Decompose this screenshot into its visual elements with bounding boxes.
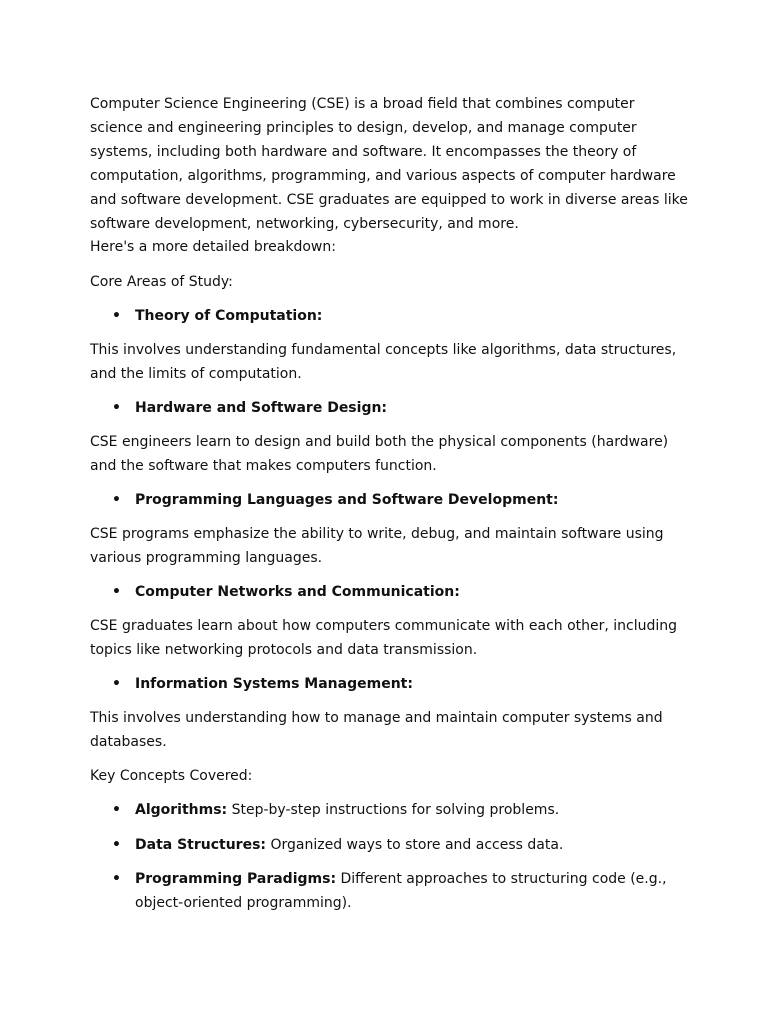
core-area-title: Hardware and Software Design:	[135, 400, 388, 416]
core-area-title: Information Systems Management:	[135, 676, 413, 692]
intro-paragraph: Computer Science Engineering (CSE) is a broad field that combines computer science and engineering principles to design, develop, and manage computer systems, including both hardware and software. It encompasses the theory of computation, algorithms, programming, and various aspects of computer hardware and software development. CSE graduates are equipped to work in diverse areas like software development, networking, cybersecurity, and more.	[90, 96, 688, 232]
key-concepts-list	[90, 798, 690, 915]
key-concept-term: Programming Paradigms:	[135, 871, 337, 887]
bullet-dot: •	[112, 837, 121, 853]
core-area-title: Theory of Computation:	[135, 308, 323, 324]
key-concept-text: Step-by-step instructions for solving problems.	[227, 802, 560, 818]
core-area-title: Programming Languages and Software Development:	[135, 492, 559, 508]
core-area-description: This involves understanding how to manage and maintain computer systems and databases.	[90, 710, 663, 750]
core-area-bullet	[90, 304, 690, 328]
core-area-bullet	[90, 672, 690, 696]
key-concept-term: Data Structures:	[135, 837, 267, 853]
key-concept-item	[90, 833, 690, 867]
key-concepts-heading: Key Concepts Covered:	[90, 768, 253, 784]
document-body	[90, 92, 690, 915]
key-concept-item	[90, 798, 690, 833]
bullet-dot: •	[112, 676, 121, 692]
bullet-dot: •	[112, 400, 121, 416]
bullet-dot: •	[112, 802, 121, 818]
core-area-bullet	[90, 396, 690, 420]
core-area-bullet	[90, 580, 690, 604]
core-areas-heading: Core Areas of Study:	[90, 274, 233, 290]
core-area-list-1	[90, 304, 690, 338]
core-area-description: CSE programs emphasize the ability to write, debug, and maintain software using various programming languages.	[90, 526, 664, 566]
bullet-dot: •	[112, 584, 121, 600]
key-concept-text: Organized ways to store and access data.	[266, 837, 564, 853]
key-concept-item	[90, 867, 690, 915]
core-area-list-3	[90, 488, 690, 522]
core-area-title: Computer Networks and Communication:	[135, 584, 460, 600]
core-area-description: CSE graduates learn about how computers communicate with each other, including topics like networking protocols and data transmission.	[90, 618, 678, 658]
key-concept-text: Different approaches to structuring code (e.g., object-oriented programming).	[135, 871, 667, 911]
breakdown-intro: Here's a more detailed breakdown:	[90, 239, 336, 255]
core-area-list-2	[90, 396, 690, 430]
core-area-bullet	[90, 488, 690, 512]
core-area-description: This involves understanding fundamental concepts like algorithms, data structures, and the limits of computation.	[90, 342, 677, 382]
core-area-description: CSE engineers learn to design and build both the physical components (hardware) and the software that makes computers function.	[90, 434, 669, 474]
bullet-dot: •	[112, 871, 121, 887]
bullet-dot: •	[112, 308, 121, 324]
core-area-list-4	[90, 580, 690, 614]
bullet-dot: •	[112, 492, 121, 508]
key-concept-term: Algorithms:	[135, 802, 228, 818]
core-area-list-5	[90, 672, 690, 706]
